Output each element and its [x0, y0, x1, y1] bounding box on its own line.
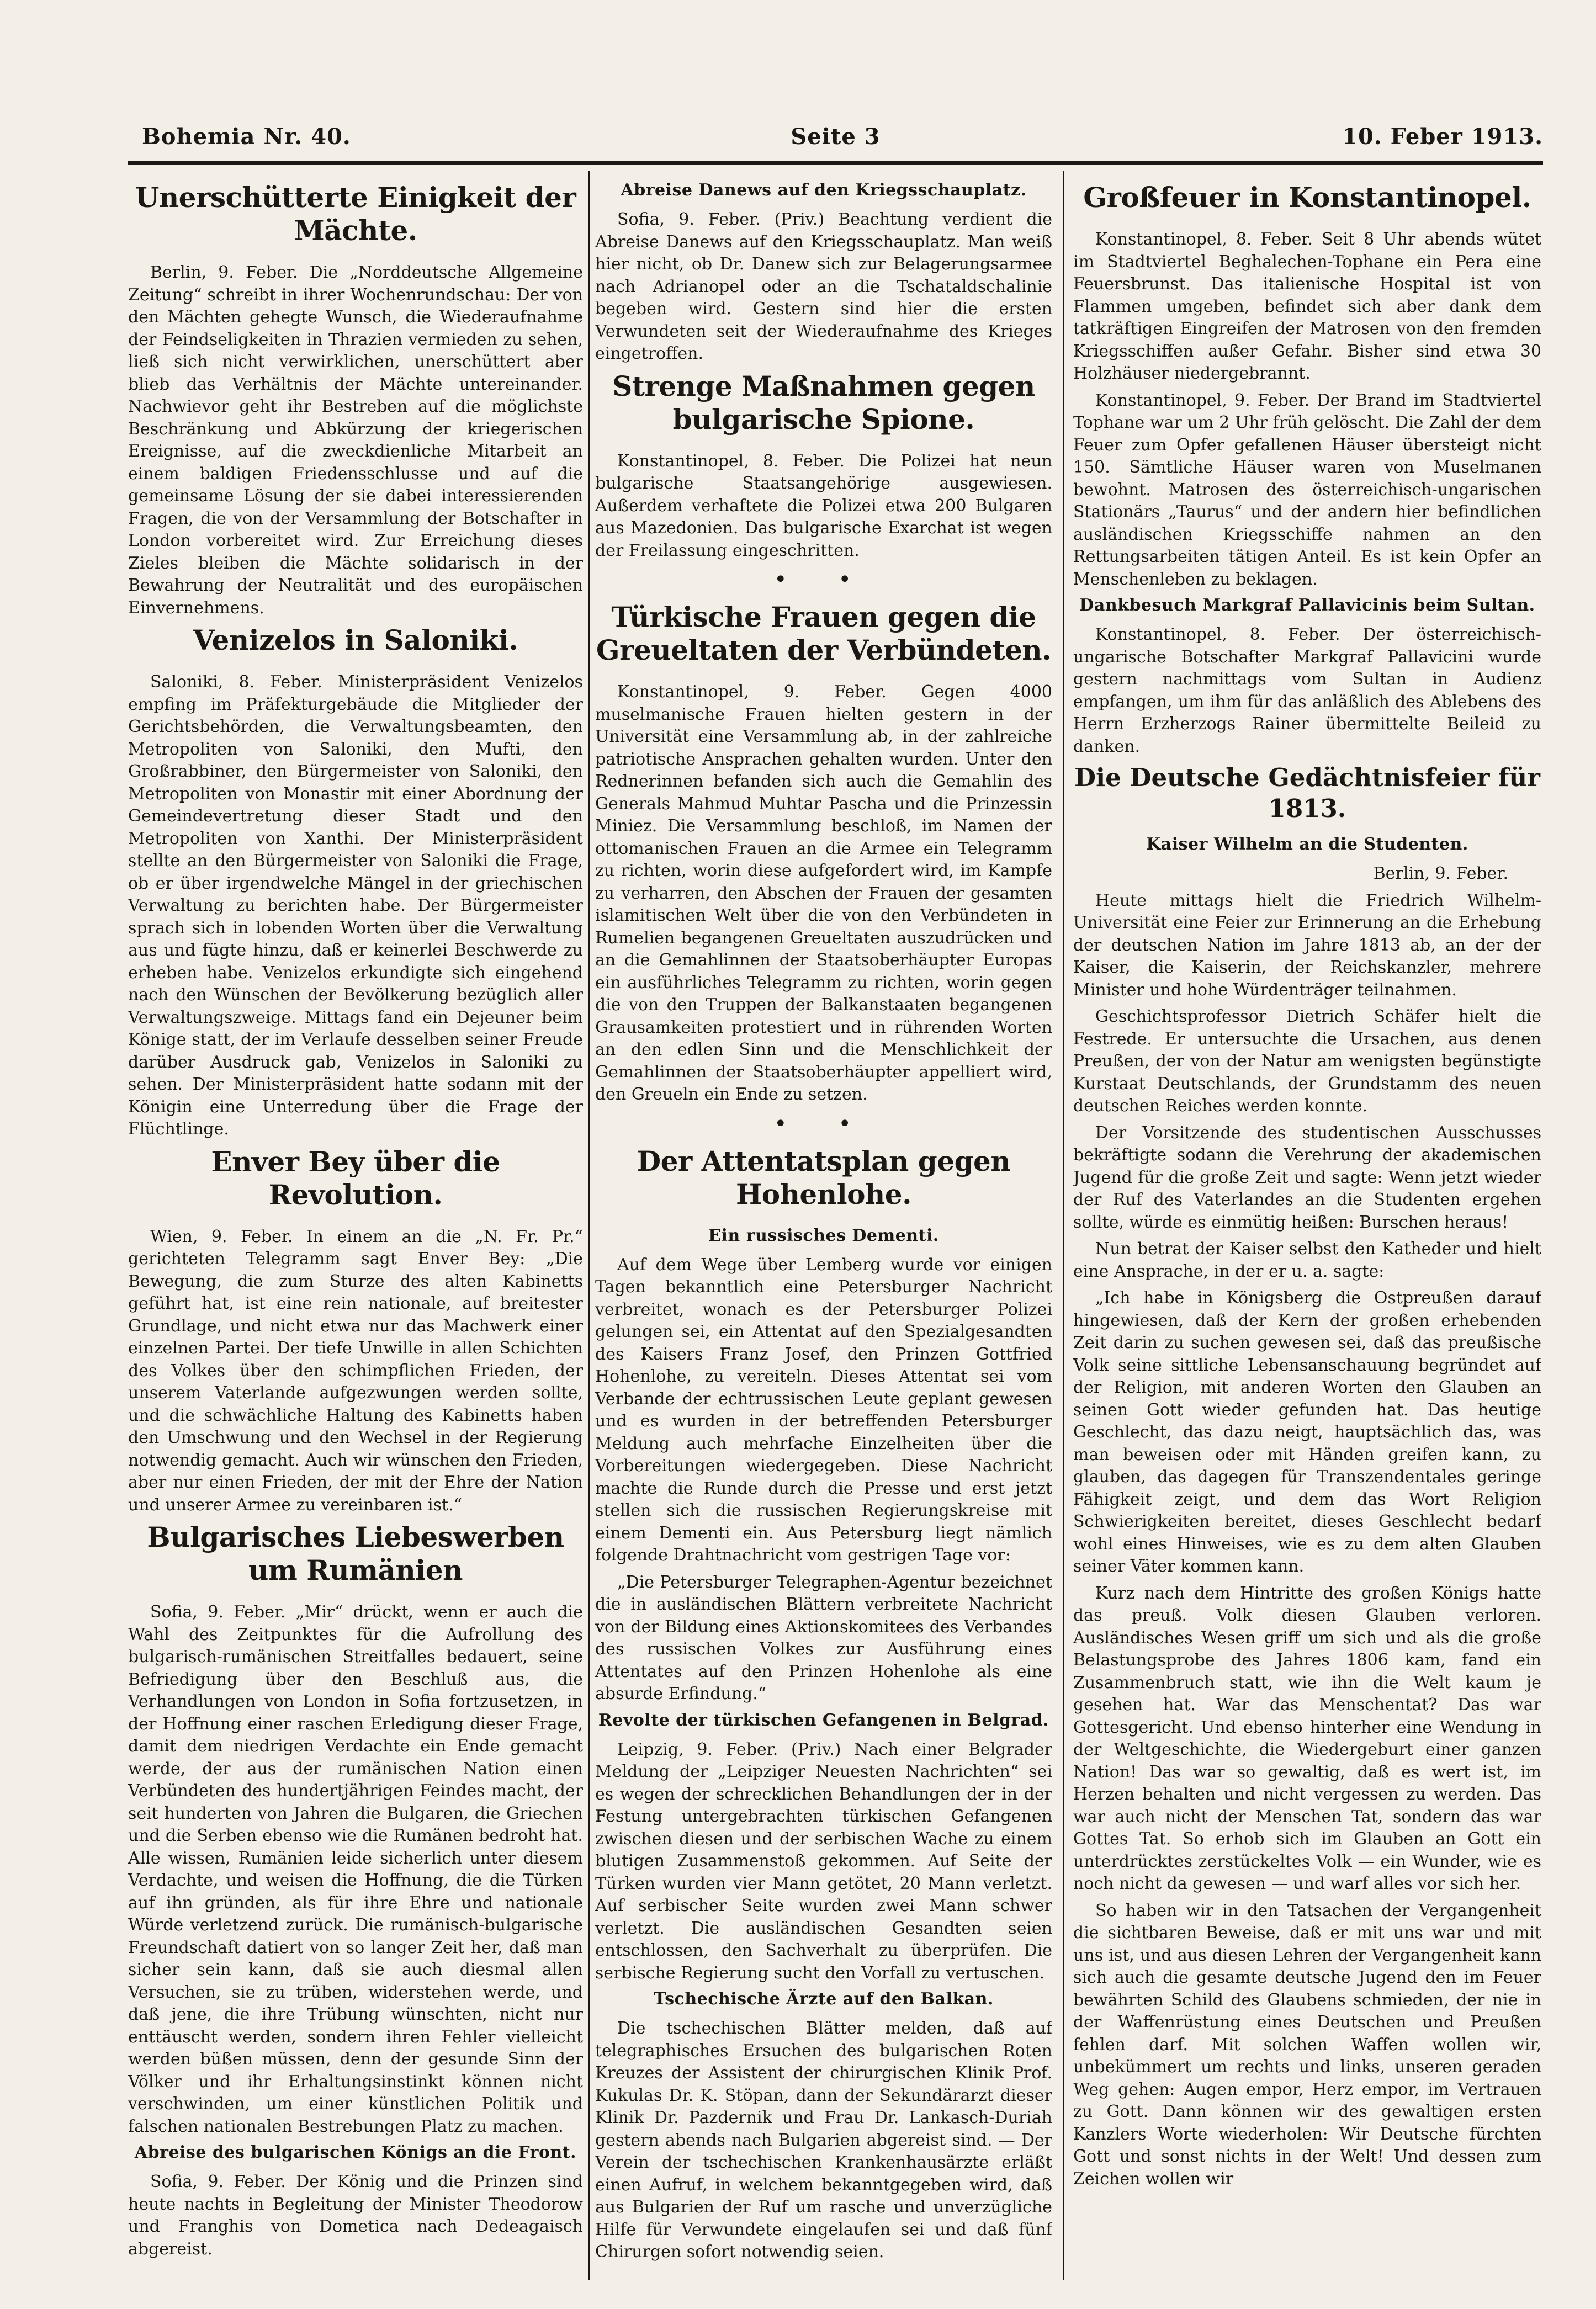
article-paragraph: Konstantinopel, 8. Feber. Die Polizei hat neun bulgarische Staatsangehörige ausgewiesen. Außerdem verhaftete die Polizei etwa 200 Bulgaren aus Mazedonien. Das bulgarische Exarchat ist wegen der Freilassung eingeschritten. — [595, 451, 1052, 560]
article-paragraph: Leipzig, 9. Feber. (Priv.) Nach einer Belgrader Meldung der „Leipziger Neuesten Nachrichten“ sei es wegen der schrecklichen Behandlungen der in der Festung untergebrachten türkischen Gefangenen zwischen diesen und der serbischen Wache zu einem blutigen Zusammenstoß gekommen. Auf Seite der Türken wurden vier Mann getötet, 20 Mann verletzt. Auf serbischer Seite wurden zwei Mann schwer verletzt. Die ausländischen Gesandten seien entschlossen, den Sachverhalt zu überprüfen. Die serbische Regierung sucht den Vorfall zu vertuschen. — [595, 1739, 1052, 1983]
article-paragraph: „Ich habe in Königsberg die Ostpreußen darauf hingewiesen, daß der Kern der großen erhebenden Zeit darin zu suchen gewesen sei, daß das preußische Volk seine sittliche Lebensanschauung begründet auf der Religion, mit anderen Worten den Glauben an seinen Gott wieder gefunden hat. Das heutige Geschlecht, das dazu neigt, hauptsächlich das, was man beweisen oder mit Händen greifen kann, zu glauben, das dagegen für Transzendentales geringe Fähigkeit zeigt, und dem das Wort Religion Schwierigkeiten bereitet, dieses Geschlecht bedarf wohl eines Hinweises, wie es zu dem alten Glauben seiner Väter kommen kann. — [1073, 1288, 1541, 1576]
article-headline: Der Attentatsplan gegen Hohenlohe. — [637, 1144, 1011, 1211]
article-paragraph: Heute mittags hielt die Friedrich Wilhelm-Universität eine Feier zur Erinnerung an die Erhebung der deutschen Nation im Jahre 1813 ab, an der der Kaiser, die Kaiserin, der Reichskanzler, mehrere Minister und hohe Würdenträger teilnahmen. — [1073, 890, 1541, 1000]
page-header — [128, 124, 1543, 162]
article-paragraph: Konstantinopel, 9. Feber. Gegen 4000 muselmanische Frauen hielten gestern in der Universität eine Versammlung ab, in der zahlreiche patriotische Ansprachen gehalten wurden. Unter den Rednerinnen befanden sich auch die Gemahlin des Generals Mahmud Muhtar Pascha und die Prinzessin Miniez. Die Versammlung beschloß, im Namen der ottomanischen Frauen an die Armee ein Telegramm zu richten, worin diese aufgefordert wird, im Kampfe zu verharren, den Abschen der Frauen der gesamten islamitischen Welt über die von den Verbündeten in Rumelien begangenen Greueltaten auszudrücken und an die Gemahlinnen der Staatsoberhäupter Europas ein ausführliches Telegramm zu richten, worin gegen die von den Truppen der Balkanstaaten begangenen Grausamkeiten protestiert und in rührenden Worten an den edlen Sinn und die Menschlichkeit der Gemahlinnen der Staatsoberhäupter appelliert wird, den Greueln ein Ende zu setzen. — [595, 682, 1052, 1104]
article-subheadline: Abreise Danews auf den Kriegsschauplatz. — [621, 181, 1027, 200]
article-paragraph: Berlin, 9. Feber. Die „Norddeutsche Allgemeine Zeitung“ schreibt in ihrer Wochenrundschau: Der von den Mächten gehegte Wunsch, die Wiederaufnahme der Feindseligkeiten in Thrazien vermieden zu sehen, ließ sich nicht verwirklichen, unerschüttert aber blieb das Verhältnis der Mächte untereinander. Nachwievor geht ihr Bestreben auf die möglichste Beschränkung und Abkürzung der kriegerischen Ereignisse, auf die zweckdienliche Mitarbeit an einem baldigen Friedensschlusse und auf die gemeinsame Lösung der sie dabei interessierenden Fragen, die von der Versammlung der Botschafter in London vorbereitet wird. Zur Erreichung dieses Zieles bleiben die Mächte solidarisch in der Bewahrung der Neutralität und des europäischen Einvernehmens. — [128, 263, 583, 618]
article-subheadline: Abreise des bulgarischen Königs an die Front. — [134, 2143, 577, 2162]
dateline: Berlin, 9. Feber. — [1373, 864, 1508, 883]
column-3 — [1073, 177, 1541, 2291]
article-paragraph: Sofia, 9. Feber. „Mir“ drückt, wenn er auch die Wahl des Zeitpunktes für die Aufrollung des bulgarisch-rumänischen Streitfalles bedauert, seine Befriedigung über den Beschluß aus, die Verhandlungen von London in Sofia fortzusetzen, in der Hoffnung einer raschen Erledigung dieser Frage, damit dem niedrigen Verdachte ein Ende gemacht werde, der aus der rumänischen Nation einen Verbündeten des hundertjährigen Feindes macht, der seit hunderten von Jahren die Bulgaren, die Griechen und die Serben ebenso wie die Rumänen bedroht hat. Alle wissen, Rumänien leide sicherlich unter diesem Verdachte, und weisen die Hoffnung, die die Türken auf ihn gründen, als für ihre Ehre und nationale Würde verletzend zurück. Die rumänisch-bulgarische Freundschaft datiert von so langer Zeit her, daß man sicher sein kann, daß sie auch diesmal allen Versuchen, sie zu trüben, widerstehen werde, und daß jene, die ihre Trübung wünschten, nicht nur enttäuscht werden, sondern ihren Fehler vielleicht werden büßen müssen, denn der gesunde Sinn der Völker und ihr Erhaltungsinstinkt können nicht verschwinden, um einer künstlichen Politik und falschen nationalen Bestrebungen Platz zu machen. — [128, 1602, 583, 2136]
article-paragraph: Sofia, 9. Feber. Der König und die Prinzen sind heute nachts in Begleitung der Minister Theodorow und Franghis von Dometica nach Dedeagaisch abgereist. — [128, 2172, 583, 2259]
article-subheadline: Ein russisches Dementi. — [708, 1225, 939, 1245]
section-separator: • • — [774, 1111, 873, 1137]
article-paragraph: Konstantinopel, 8. Feber. Der österreichisch-ungarische Botschafter Markgraf Pallavicini wurde gestern nachmittags vom Sultan in Audienz empfangen, um ihm für das anläßlich des Ablebens des Herrn Erzherzogs Rainer übermittelte Beileid zu danken. — [1073, 625, 1541, 756]
article-paragraph: Auf dem Wege über Lemberg wurde vor einigen Tagen bekanntlich eine Petersburger Nachricht verbreitet, wonach es der Petersburger Polizei gelungen sei, ein Attentat auf den Spezialgesandten des Kaisers Franz Josef, den Prinzen Gottfried Hohenlohe, zu vereiteln. Dieses Attentat sei vom Verbande der echtrussischen Leute geplant gewesen und es wurden in der betreffenden Petersburger Meldung auch mehrfache Einzelheiten über die Vorbereitungen wiedergegeben. Diese Nachricht machte die Runde durch die Presse und erst jetzt stellen sich die russischen Regierungskreise mit einem Dementi ein. Aus Petersburg liegt nämlich folgende Drahtnachricht vom gestrigen Tage vor: — [595, 1255, 1052, 1565]
article-paragraph: So haben wir in den Tatsachen der Vergangenheit die sichtbaren Beweise, daß er mit uns war und mit uns ist, und aus diesen Lehren der Vergangenheit kann sich auch die gesamte deutsche Jugend den im Feuer bewährten Schild des Glaubens schmieden, der nie in der Waffenrüstung eines Deutschen und Preußen fehlen darf. Mit solchen Waffen wollen wir, unbekümmert um rechts und links, unseren geraden Weg gehen: Augen empor, Herz empor, im Vertrauen zu Gott. Dann können wir des gewaltigen ersten Kanzlers Worte wiederholen: Wir Deutsche fürchten Gott und sonst nichts in der Welt! Und dessen zum Zeichen wollen wir — [1073, 1901, 1541, 2189]
masthead-issue: Bohemia Nr. 40. — [142, 124, 351, 150]
article-paragraph: Wien, 9. Feber. In einem an die „N. Fr. Pr.“ gerichteten Telegramm sagt Enver Bey: „Die Bewegung, die zum Sturze des alten Kabinetts geführt hat, ist eine rein nationale, auf breitester Grundlage, und nicht etwa nur das Machwerk einer einzelnen Partei. Der tiefe Unwille in allen Schichten des Volkes über den schimpflichen Frieden, der unserem Vaterlande aufgezwungen werden sollte, und die schwächliche Haltung des Kabinetts haben den Umschwung und den Wechsel in der Regierung notwendig gemacht. Auch wir wünschen den Frieden, aber nur einen Frieden, der mit der Ehre der Nation und unserer Armee zu vereinbaren ist.“ — [128, 1227, 583, 1515]
article-paragraph: Geschichtsprofessor Dietrich Schäfer hielt die Festrede. Er untersuchte die Ursachen, aus denen Preußen, der von der Natur am wenigsten begünstigte Kurstaat Deutschlands, der Grundstamm des neuen deutschen Reiches werden konnte. — [1073, 1007, 1541, 1116]
page-number: Seite 3 — [791, 124, 881, 150]
article-subheadline: Revolte der türkischen Gefangenen in Belgrad. — [598, 1710, 1049, 1730]
article-paragraph: „Die Petersburger Telegraphen-Agentur bezeichnet die in ausländischen Blättern verbreitete Nachricht von der Bildung eines Aktionskomitees des Verbandes des russischen Volkes zur Ausführung eines Attentates auf den Prinzen Hohenlohe als eine absurde Erfindung.“ — [595, 1572, 1052, 1703]
section-separator: • • — [774, 567, 873, 592]
article-paragraph: Der Vorsitzende des studentischen Ausschusses bekräftigte sodann die Verehrung der akademischen Jugend für die große Zeit und sagte: Wenn jetzt wieder der Ruf des Vaterlandes an die Studenten ergehen sollte, würde es einmütig heißen: Burschen heraus! — [1073, 1123, 1541, 1232]
article-paragraph: Die tschechischen Blätter melden, daß auf telegraphisches Ersuchen des bulgarischen Roten Kreuzes der Assistent der chirurgischen Klinik Prof. Kukulas Dr. K. Stöpan, dann der Sekundärarzt dieser Klinik Dr. Pazdernik und Frau Dr. Lankasch-Duriah gestern abends nach Bulgarien abgereist sind. — Der Verein der tschechischen Krankenhausärzte erläßt einen Aufruf, in welchem bekanntgegeben wird, daß aus Bulgarien der Ruf um rasche und unverzügliche Hilfe für Verwundete eingelaufen sei und daß fünf Chirurgen sofort notwendig seien. — [595, 2019, 1052, 2262]
column-2 — [595, 177, 1052, 2291]
article-headline: Unerschütterte Einigkeit der Mächte. — [135, 181, 576, 247]
article-paragraph: Kurz nach dem Hintritte des großen Königs hatte das preuß. Volk diesen Glauben verloren. Ausländisches Wesen griff um sich und als die große Belastungsprobe des Jahres 1806 kam, fand ein Zusammenbruch statt, wie ihn die Welt kaum je gesehen hat. War das Menschentat? Das war Gottesgericht. Und ebenso hinterher eine Wendung in der Weltgeschichte, die Wiedergeburt einer ganzen Nation! Das war so gewaltig, daß es wert ist, im Herzen behalten und nicht vergessen zu werden. Das war auch nicht der Menschen Tat, sondern das war Gottes Tat. So erhob sich im Glauben an Gott ein unterdrücktes zerstückeltes Volk — ein Wunder, wie es noch nicht da gewesen — und warf alles vor sich her. — [1073, 1583, 1541, 1893]
article-paragraph: Konstantinopel, 9. Feber. Der Brand im Stadtviertel Tophane war um 2 Uhr früh gelöscht. Die Zahl der dem Feuer zum Opfer gefallenen Häuser übersteigt nicht 150. Sämtliche Häuser waren von Muselmanen bewohnt. Matrosen des österreichisch-ungarischen Stationärs „Taurus“ und der andern hier befindlichen ausländischen Kriegsschiffe nahmen an den Rettungsarbeiten tätigen Anteil. Es ist kein Opfer an Menschenleben zu beklagen. — [1073, 390, 1541, 589]
column-1 — [128, 177, 583, 2291]
article-headline: Türkische Frauen gegen die Greueltaten der Verbündeten. — [596, 601, 1052, 666]
article-paragraph: Sofia, 9. Feber. (Priv.) Beachtung verdient die Abreise Danews auf den Kriegsschauplatz. Man weiß hier nicht, ob Dr. Danew sich zur Belagerungsarmee nach Adrianopel oder an die Tschataldschalinie begeben wird. Gestern sind hier die ersten Verwundeten seit der Wiederaufnahme des Krieges eingetroffen. — [595, 210, 1052, 363]
article-headline: Die Deutsche Gedächtnisfeier für 1813. — [1074, 763, 1540, 823]
column-divider — [1063, 171, 1064, 2280]
article-paragraph: Nun betrat der Kaiser selbst den Katheder und hielt eine Ansprache, in der er u. a. sagte: — [1073, 1239, 1541, 1281]
article-subheadline: Tschechische Ärzte auf den Balkan. — [654, 1989, 994, 2009]
issue-date: 10. Feber 1913. — [1342, 124, 1543, 150]
article-subheadline: Dankbesuch Markgraf Pallavicinis beim Sultan. — [1079, 596, 1535, 615]
column-divider — [588, 171, 590, 2280]
article-headline: Bulgarisches Liebeswerben um Rumänien — [147, 1521, 564, 1586]
header-rule — [128, 161, 1543, 165]
article-headline: Venizelos in Saloniki. — [193, 624, 518, 656]
article-paragraph: Konstantinopel, 8. Feber. Seit 8 Uhr abends wütet im Stadtviertel Beghalechen-Tophane ein Pera eine Feuersbrunst. Das italienische Hospital ist von Flammen umgeben, befindet sich aber dank dem tatkräftigen Eingreifen der Matrosen von den fremden Kriegsschiffen außer Gefahr. Bisher sind etwa 30 Holzhäuser niedergebrannt. — [1073, 230, 1541, 383]
article-subheadline: Kaiser Wilhelm an die Studenten. — [1146, 835, 1468, 854]
article-headline: Strenge Maßnahmen gegen bulgarische Spione. — [612, 369, 1035, 436]
article-paragraph: Saloniki, 8. Feber. Ministerpräsident Venizelos empfing im Präfekturgebäude die Mitglieder der Gerichtsbehörden, die Verwaltungsbeamten, den Metropoliten von Saloniki, den Mufti, den Großrabbiner, den Bürgermeister von Saloniki, den Metropoliten von Monastir mit einer Abordnung der Gemeindevertretung dieser Stadt und den Metropoliten von Xanthi. Der Ministerpräsident stellte an den Bürgermeister von Saloniki die Frage, ob er über irgendwelche Mängel in der griechischen Verwaltung zu berichten habe. Der Bürgermeister sprach sich in lobenden Worten über die Verwaltung aus und fügte hinzu, daß er keinerlei Beschwerde zu erheben habe. Venizelos erkundigte sich eingehend nach den Wünschen der Bevölkerung bezüglich aller Verwaltungszweige. Mittags fand ein Dejeuner beim Könige statt, der im Verlaufe desselben seiner Freude darüber Ausdruck gab, Venizelos in Saloniki zu sehen. Der Ministerpräsident hatte sodann mit der Königin eine Unterredung über die Frage der Flüchtlinge. — [128, 672, 583, 1139]
article-headline: Enver Bey über die Revolution. — [211, 1145, 500, 1211]
article-headline: Großfeuer in Konstantinopel. — [1083, 181, 1531, 214]
